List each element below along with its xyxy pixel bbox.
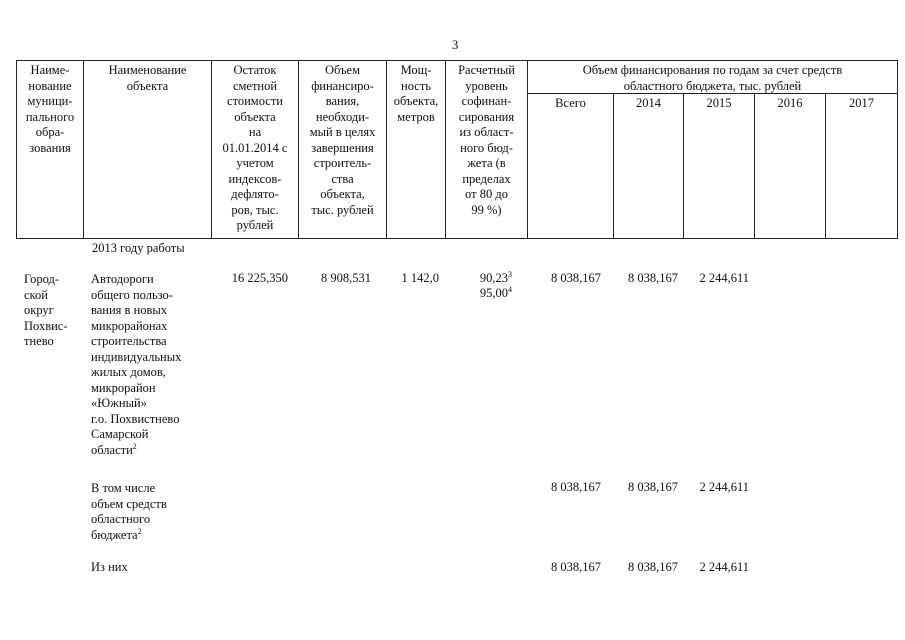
- header-2017: 2017: [849, 96, 874, 110]
- regional-budget-label: В том числе объем средств областного бюджета$^2$: [91, 481, 167, 542]
- header-capacity: Мощ- ность объекта, метров: [393, 63, 439, 124]
- total-value: 8 038,167: [551, 271, 601, 285]
- header-object: Наименование объекта: [108, 63, 187, 93]
- header-2015: 2015: [706, 96, 732, 110]
- header-2016: 2016: [777, 96, 803, 110]
- header-bottom-border: [16, 238, 898, 239]
- regional-2015-value: 2 244,611: [699, 480, 749, 494]
- of-which-total-value: 8 038,167: [551, 560, 601, 574]
- funding-needed-value: 8 908,531: [321, 271, 371, 285]
- regional-total-value: 8 038,167: [551, 480, 601, 494]
- table-top-border: [16, 60, 898, 61]
- page-number: 3: [452, 38, 459, 52]
- col-divider: [683, 93, 684, 239]
- col-divider: [825, 93, 826, 239]
- of-which-2014-value: 8 038,167: [628, 560, 678, 574]
- object-name: Автодороги общего пользо- вания в новых микрорайонах строительства индивидуальных жилых домов, микрорайон «Южный» г.о. Похвистнево Самарской области$^2$: [91, 272, 182, 457]
- header-2014: 2014: [636, 96, 661, 110]
- header-cofinancing: Расчетный уровень софинан- сирования из област- ного бюд- жета (в пределах от 80 до 99 %): [458, 63, 515, 217]
- col-divider: [897, 60, 898, 239]
- header-remaining-cost: Остаток сметной стоимости объекта на 01.01.2014 с учетом индексов- дефлято- ров, тыс. рублей: [222, 63, 288, 232]
- col-divider: [754, 93, 755, 239]
- cofinancing-value-2: 95,00$^4$: [479, 285, 512, 300]
- remaining-cost-value: 16 225,350: [231, 271, 288, 285]
- col-divider: [613, 93, 614, 239]
- regional-2014-value: 8 038,167: [628, 480, 678, 494]
- header-funding-needed: Объем финансиро- вания, необходи- мый в целях завершения строитель- ства объекта, тыс. рублей: [309, 63, 376, 217]
- header-municipality: Наиме- нование муници- пального обра- зования: [25, 63, 75, 155]
- y2014-value: 8 038,167: [628, 271, 678, 285]
- of-which-label: Из них: [91, 560, 128, 574]
- y2015-value: 2 244,611: [699, 271, 749, 285]
- carryover-text: 2013 году работы: [92, 241, 185, 255]
- header-funding-by-year: Объем финансирования по годам за счет средств областного бюджета, тыс. рублей: [582, 63, 843, 93]
- of-which-2015-value: 2 244,611: [699, 560, 749, 574]
- capacity-value: 1 142,0: [401, 271, 439, 285]
- municipality-name: Город- ской округ Похвис- тнево: [24, 272, 68, 348]
- header-total: Всего: [555, 96, 586, 110]
- cofinancing-value-1: 90,23$^3$: [479, 270, 512, 285]
